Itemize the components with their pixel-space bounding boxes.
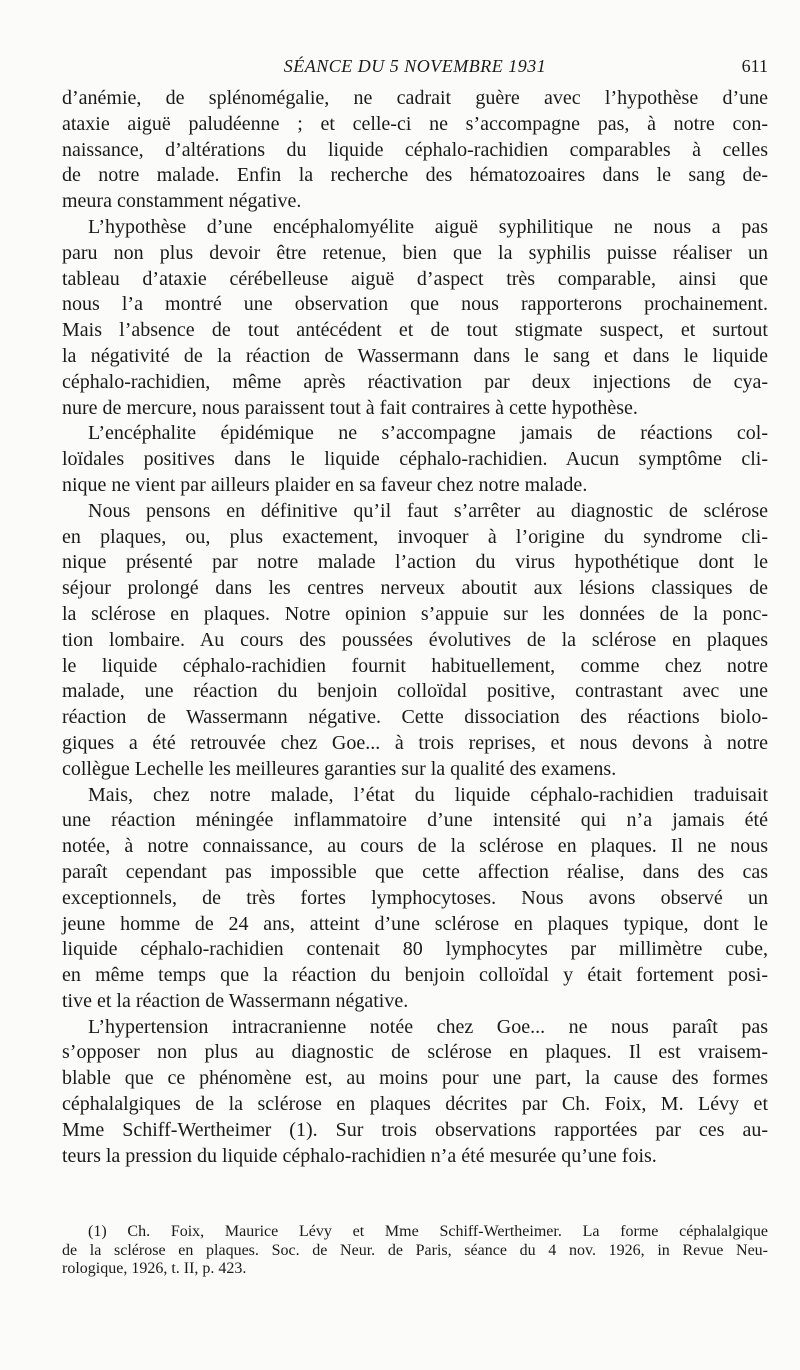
text-line: collègue Lechelle les meilleures garanties sur la qualité des examens. bbox=[62, 757, 617, 780]
text-line: notée, à notre connaissance, au cours de la sclérose en plaques. Il ne nous bbox=[62, 835, 768, 858]
text-line: de notre malade. Enfin la recherche des hématozoaires dans le sang de- bbox=[62, 164, 768, 187]
text-line: paraît cependant pas impossible que cette affection réalise, dans des cas bbox=[62, 860, 768, 883]
text-line: la négativité de la réaction de Wassermann dans le sang et dans le liquide bbox=[62, 344, 768, 367]
text-line: céphalo-rachidien, même après réactivation par deux injections de cya- bbox=[62, 370, 768, 393]
body-text bbox=[62, 86, 768, 1169]
text-line: loïdales positives dans le liquide céphalo-rachidien. Aucun symptôme cli- bbox=[62, 448, 768, 471]
text-line: exceptionnels, de très fortes lymphocytoses. Nous avons observé un bbox=[62, 886, 768, 909]
text-line: une réaction méningée inflammatoire d’une intensité qui n’a jamais été bbox=[62, 809, 768, 832]
text-line: Nous pensons en définitive qu’il faut s’arrêter au diagnostic de sclérose bbox=[88, 499, 768, 522]
text-line: Mais, chez notre malade, l’état du liquide céphalo-rachidien traduisait bbox=[88, 783, 768, 806]
page-number: 611 bbox=[741, 56, 768, 76]
text-line: ataxie aiguë paludéenne ; et celle-ci ne s’accompagne pas, à notre con- bbox=[62, 112, 768, 135]
footnote-line: (1) Ch. Foix, Maurice Lévy et Mme Schiff-Wertheimer. La forme céphalalgique bbox=[88, 1223, 768, 1240]
text-line: s’opposer non plus au diagnostic de sclérose en plaques. Il est vraisem- bbox=[62, 1041, 768, 1064]
running-header bbox=[62, 56, 768, 82]
footnote-line: de la sclérose en plaques. Soc. de Neur. de Paris, séance du 4 nov. 1926, in Revue Neu- bbox=[62, 1241, 768, 1259]
text-line: jeune homme de 24 ans, atteint d’une sclérose en plaques typique, dont le bbox=[62, 912, 768, 935]
text-line: L’hypothèse d’une encéphalomyélite aiguë syphilitique ne nous a pas bbox=[88, 215, 768, 238]
text-line: meura constamment négative. bbox=[62, 190, 302, 213]
text-line: teurs la pression du liquide céphalo-rachidien n’a été mesurée qu’une fois. bbox=[62, 1144, 657, 1167]
text-line: nous l’a montré une observation que nous rapporterons prochainement. bbox=[62, 293, 768, 316]
text-line: blable que ce phénomène est, au moins pour une part, la cause des formes bbox=[62, 1067, 768, 1090]
text-line: en même temps que la réaction du benjoin colloïdal y était fortement posi- bbox=[62, 964, 768, 987]
text-line: tableau d’ataxie cérébelleuse aiguë d’aspect très comparable, ainsi que bbox=[62, 267, 768, 290]
text-line: L’hypertension intracranienne notée chez Goe... ne nous paraît pas bbox=[88, 1015, 768, 1038]
text-line: liquide céphalo-rachidien contenait 80 lymphocytes par millimètre cube, bbox=[62, 938, 768, 961]
text-line: céphalalgiques de la sclérose en plaques décrites par Ch. Foix, M. Lévy et bbox=[62, 1093, 768, 1116]
text-line: malade, une réaction du benjoin colloïdal positive, contrastant avec une bbox=[62, 680, 768, 703]
text-line: séjour prolongé dans les centres nerveux aboutit aux lésions classiques de bbox=[62, 577, 768, 600]
footnote-line: rologique, 1926, t. II, p. 423. bbox=[62, 1260, 247, 1277]
text-line: tive et la réaction de Wassermann négative. bbox=[62, 989, 409, 1012]
text-line: naissance, d’altérations du liquide céphalo-rachidien comparables à celles bbox=[62, 138, 768, 161]
text-line: la sclérose en plaques. Notre opinion s’appuie sur les données de la ponc- bbox=[62, 602, 768, 625]
text-line: réaction de Wassermann négative. Cette dissociation des réactions biolo- bbox=[62, 706, 768, 729]
text-line: giques a été retrouvée chez Goe... à trois reprises, et nous devons à notre bbox=[62, 731, 768, 754]
text-line: d’anémie, de splénomégalie, ne cadrait guère avec l’hypothèse d’une bbox=[62, 87, 768, 109]
text-line: Mme Schiff-Wertheimer (1). Sur trois observations rapportées par ces au- bbox=[62, 1118, 768, 1141]
text-line: le liquide céphalo-rachidien fournit habituellement, comme chez notre bbox=[62, 654, 768, 677]
running-title: SÉANCE DU 5 NOVEMBRE 1931 bbox=[283, 56, 547, 76]
text-line: en plaques, ou, plus exactement, invoquer à l’origine du syndrome cli- bbox=[62, 525, 768, 548]
text-line: nique ne vient par ailleurs plaider en sa faveur chez notre malade. bbox=[62, 473, 588, 496]
footnote bbox=[62, 1223, 768, 1279]
text-line: nique présenté par notre malade l’action du virus hypothétique dont le bbox=[62, 551, 768, 574]
text-line: paru non plus devoir être retenue, bien que la syphilis puisse réaliser un bbox=[62, 241, 768, 264]
text-line: nure de mercure, nous paraissent tout à fait contraires à cette hypothèse. bbox=[62, 396, 638, 419]
text-line: tion lombaire. Au cours des poussées évolutives de la sclérose en plaques bbox=[62, 628, 768, 651]
text-line: Mais l’absence de tout antécédent et de tout stigmate suspect, et surtout bbox=[62, 319, 768, 342]
text-line: L’encéphalite épidémique ne s’accompagne jamais de réactions col- bbox=[88, 422, 768, 445]
